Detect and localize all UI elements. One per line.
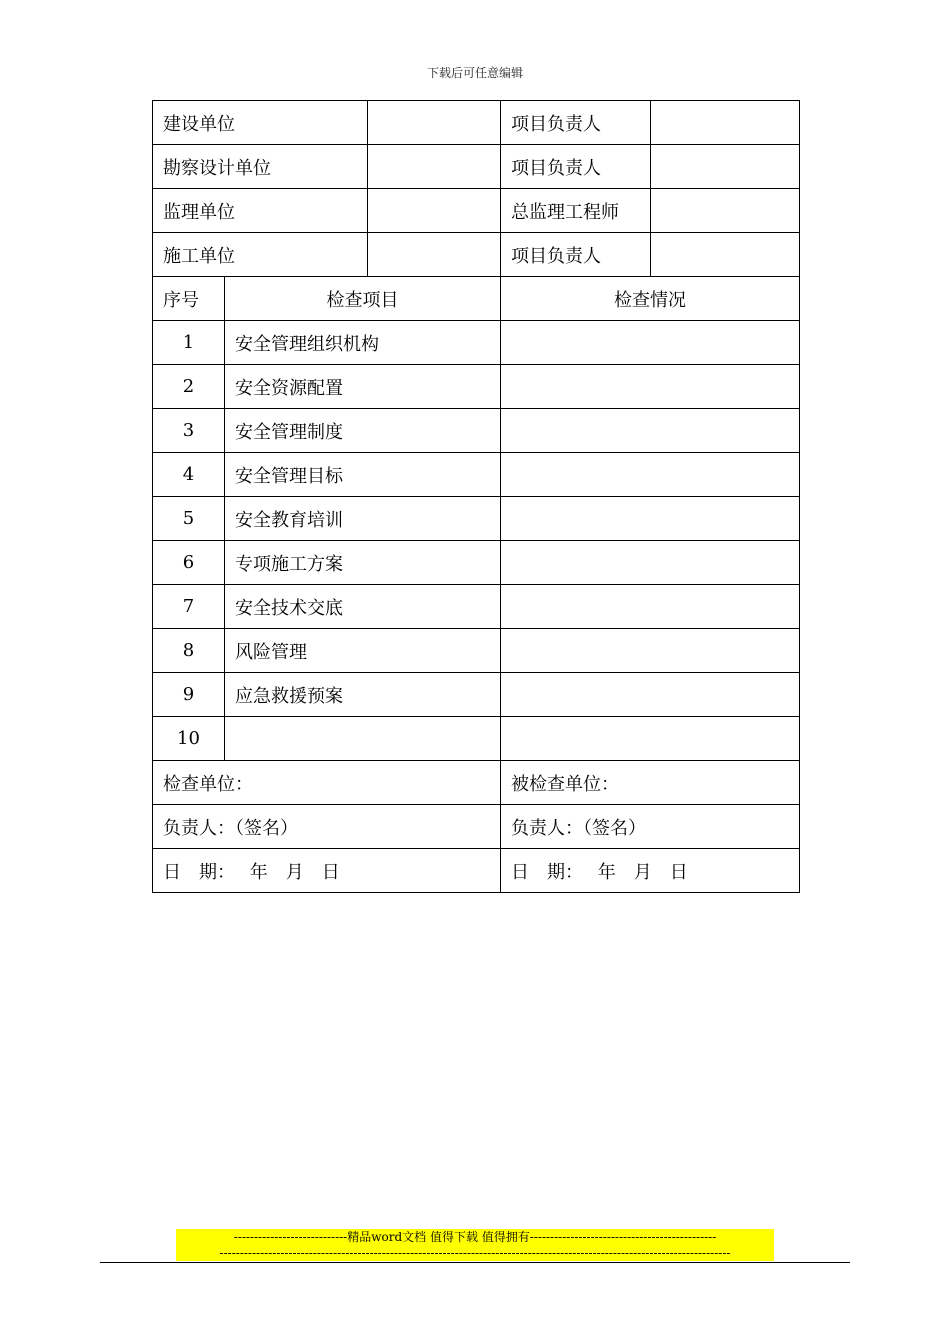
footer-divider [100,1262,850,1263]
check-seq: 5 [153,497,225,541]
check-header-row [153,277,800,321]
check-row [153,497,800,541]
footer-banner-line: ------------------------------------------------------------------------------------------------------------------------------ [176,1245,774,1261]
footer-banner [176,1229,774,1261]
info-role: 总监理工程师 [501,189,651,233]
check-row [153,673,800,717]
info-value[interactable] [368,145,501,189]
check-status[interactable] [501,673,800,717]
info-role-value[interactable] [651,189,800,233]
check-item: 安全管理目标 [225,453,501,497]
check-row [153,629,800,673]
info-label: 施工单位 [153,233,368,277]
info-role-value[interactable] [651,101,800,145]
date-right[interactable]: 日 期： 年 月 日 [501,849,800,893]
check-item: 应急救援预案 [225,673,501,717]
person-in-charge-right[interactable]: 负责人：（签名） [501,805,800,849]
check-row [153,409,800,453]
check-status[interactable] [501,541,800,585]
info-row [153,145,800,189]
info-row [153,233,800,277]
check-status[interactable] [501,497,800,541]
check-seq: 7 [153,585,225,629]
info-value[interactable] [368,189,501,233]
check-status[interactable] [501,629,800,673]
info-role-value[interactable] [651,233,800,277]
check-seq: 8 [153,629,225,673]
check-seq: 4 [153,453,225,497]
header-note: 下载后可任意编辑 [426,66,523,80]
item-header: 检查项目 [225,277,501,321]
check-item: 安全技术交底 [225,585,501,629]
check-seq: 9 [153,673,225,717]
info-label: 建设单位 [153,101,368,145]
check-row [153,541,800,585]
signature-date-row [153,849,800,893]
check-row [153,717,800,761]
inspected-unit[interactable]: 被检查单位： [501,761,800,805]
inspecting-unit[interactable]: 检查单位： [153,761,501,805]
check-item[interactable] [225,717,501,761]
info-label: 监理单位 [153,189,368,233]
check-seq: 3 [153,409,225,453]
info-role: 项目负责人 [501,145,651,189]
info-row [153,189,800,233]
check-seq: 6 [153,541,225,585]
check-status[interactable] [501,585,800,629]
check-status[interactable] [501,409,800,453]
check-status[interactable] [501,365,800,409]
check-row [153,585,800,629]
info-role: 项目负责人 [501,233,651,277]
date-left[interactable]: 日 期： 年 月 日 [153,849,501,893]
seq-header: 序号 [153,277,225,321]
check-item: 安全教育培训 [225,497,501,541]
info-role-value[interactable] [651,145,800,189]
check-item: 安全管理组织机构 [225,321,501,365]
check-seq: 10 [153,717,225,761]
check-row [153,365,800,409]
check-row [153,453,800,497]
status-header: 检查情况 [501,277,800,321]
signature-unit-row [153,761,800,805]
check-status[interactable] [501,717,800,761]
safety-check-form [152,100,800,893]
footer-banner-line: ----------------------------精品word文档 值得下载 值得拥有---------------------------------------------- [176,1229,774,1245]
info-value[interactable] [368,233,501,277]
check-item: 安全管理制度 [225,409,501,453]
check-status[interactable] [501,453,800,497]
info-row [153,101,800,145]
check-seq: 1 [153,321,225,365]
info-label: 勘察设计单位 [153,145,368,189]
info-role: 项目负责人 [501,101,651,145]
check-item: 安全资源配置 [225,365,501,409]
person-in-charge-left[interactable]: 负责人：（签名） [153,805,501,849]
check-status[interactable] [501,321,800,365]
check-row [153,321,800,365]
check-item: 专项施工方案 [225,541,501,585]
check-seq: 2 [153,365,225,409]
check-item: 风险管理 [225,629,501,673]
info-value[interactable] [368,101,501,145]
signature-person-row [153,805,800,849]
